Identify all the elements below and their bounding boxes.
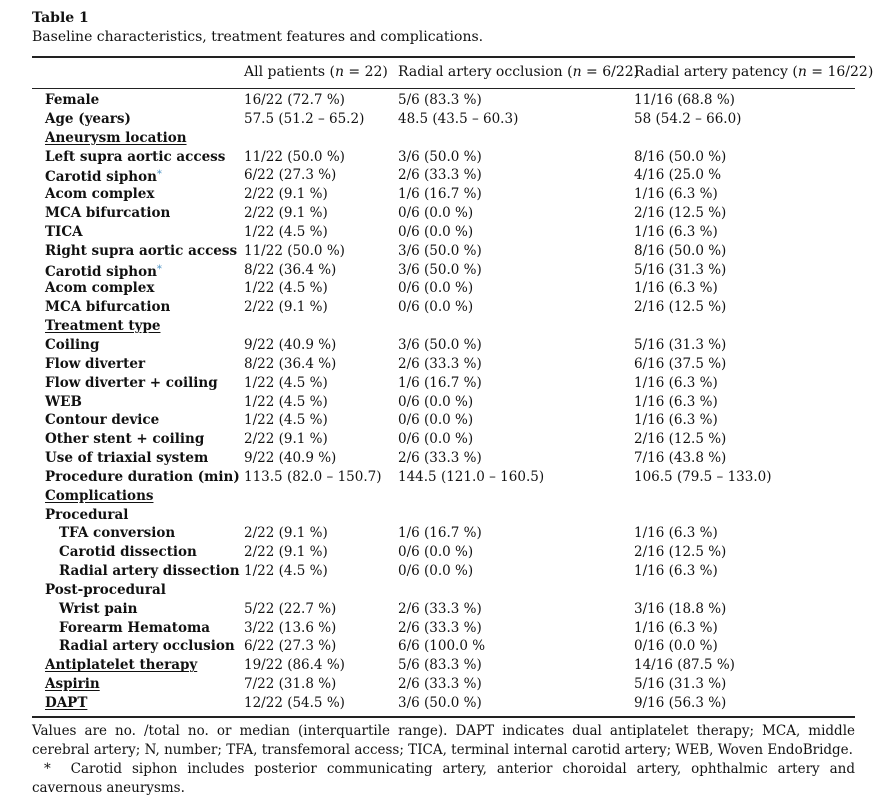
cell-col-3: 106.5 (79.5 – 133.0) [634, 468, 772, 485]
table-row [0, 336, 885, 355]
table-title: Table 1 [32, 10, 89, 26]
row-label: Coiling [45, 336, 100, 353]
table-row [0, 694, 885, 713]
cell-col-2: 2/6 (33.3 %) [398, 355, 482, 372]
row-label: Left supra aortic access [45, 148, 226, 165]
cell-col-3: 4/16 (25.0 % [634, 167, 722, 184]
table-row [0, 185, 885, 204]
cell-col-2: 1/6 (16.7 %) [398, 525, 482, 542]
cell-col-1: 9/22 (40.9 %) [244, 450, 337, 467]
cell-col-1: 6/22 (27.3 %) [244, 167, 337, 184]
cell-col-3: 1/16 (6.3 %) [634, 412, 718, 429]
top-rule [32, 56, 855, 58]
cell-col-3: 1/16 (6.3 %) [634, 186, 718, 203]
row-label: Carotid siphon* [45, 263, 162, 280]
table-row [0, 524, 885, 543]
cell-col-3: 8/16 (50.0 %) [634, 148, 727, 165]
header-radial-occlusion: Radial artery occlusion (n = 6/22) [398, 64, 640, 80]
cell-col-1: 11/22 (50.0 %) [244, 148, 345, 165]
cell-col-3: 5/16 (31.3 %) [634, 261, 727, 278]
table-row [0, 619, 885, 638]
bottom-rule [32, 716, 855, 718]
cell-col-1: 57.5 (51.2 – 65.2) [244, 110, 365, 127]
cell-col-1: 1/22 (4.5 %) [244, 280, 328, 297]
row-label: Acom complex [45, 186, 155, 203]
row-label: Procedural [45, 506, 129, 523]
cell-col-1: 12/22 (54.5 %) [244, 695, 345, 711]
cell-col-2: 48.5 (43.5 – 60.3) [398, 110, 519, 127]
table-row [0, 129, 885, 148]
cell-col-2: 144.5 (121.0 – 160.5) [398, 468, 545, 485]
row-label: Age (years) [45, 110, 131, 127]
cell-col-1: 5/22 (22.7 %) [244, 600, 337, 617]
cell-col-1: 6/22 (27.3 %) [244, 638, 337, 655]
table-notes [32, 722, 855, 798]
cell-col-2: 0/6 (0.0 %) [398, 412, 474, 429]
cell-col-2: 3/6 (50.0 %) [398, 148, 482, 165]
cell-col-2: 0/6 (0.0 %) [398, 431, 474, 448]
cell-col-1: 1/22 (4.5 %) [244, 563, 328, 580]
row-label: Carotid siphon* [45, 169, 162, 186]
table-row [0, 675, 885, 694]
row-label: Aneurysm location [45, 129, 187, 146]
cell-col-2: 2/6 (33.3 %) [398, 676, 482, 693]
cell-col-3: 1/16 (6.3 %) [634, 280, 718, 297]
table-row [0, 242, 885, 261]
cell-col-1: 1/22 (4.5 %) [244, 223, 328, 240]
cell-col-1: 113.5 (82.0 – 150.7) [244, 468, 382, 485]
row-label: TFA conversion [59, 525, 176, 542]
row-label: Post-procedural [45, 581, 166, 598]
table-row [0, 411, 885, 430]
table-body [0, 91, 885, 713]
cell-col-3: 11/16 (68.8 %) [634, 92, 735, 108]
cell-col-1: 3/22 (13.6 %) [244, 619, 337, 636]
row-label: Contour device [45, 412, 160, 429]
table-row [0, 468, 885, 487]
row-label: Forearm Hematoma [59, 619, 211, 636]
cell-col-2: 0/6 (0.0 %) [398, 280, 474, 297]
cell-col-1: 2/22 (9.1 %) [244, 431, 328, 448]
cell-col-2: 0/6 (0.0 %) [398, 205, 474, 222]
table-row [0, 600, 885, 619]
cell-col-3: 14/16 (87.5 %) [634, 657, 735, 674]
row-label: Radial artery dissection [59, 563, 240, 580]
cell-col-3: 5/16 (31.3 %) [634, 676, 727, 693]
cell-col-3: 2/16 (12.5 %) [634, 544, 727, 561]
cell-col-3: 1/16 (6.3 %) [634, 223, 718, 240]
cell-col-2: 5/6 (83.3 %) [398, 92, 482, 108]
cell-col-2: 3/6 (50.0 %) [398, 261, 482, 278]
table-row [0, 355, 885, 374]
cell-col-3: 2/16 (12.5 %) [634, 205, 727, 222]
table-row [0, 317, 885, 336]
cell-col-1: 2/22 (9.1 %) [244, 544, 328, 561]
cell-col-1: 16/22 (72.7 %) [244, 92, 345, 108]
footnote-mark: * [156, 169, 162, 181]
cell-col-3: 6/16 (37.5 %) [634, 355, 727, 372]
cell-col-3: 3/16 (18.8 %) [634, 600, 727, 617]
cell-col-3: 1/16 (6.3 %) [634, 393, 718, 410]
cell-col-2: 2/6 (33.3 %) [398, 450, 482, 467]
cell-col-1: 9/22 (40.9 %) [244, 336, 337, 353]
table-row [0, 637, 885, 656]
table-caption [32, 9, 483, 47]
cell-col-3: 5/16 (31.3 %) [634, 336, 727, 353]
table-row [0, 430, 885, 449]
table-row [0, 449, 885, 468]
table-row [0, 166, 885, 185]
row-label: Carotid dissection [59, 544, 197, 561]
table-row [0, 204, 885, 223]
row-label: MCA bifurcation [45, 205, 171, 222]
row-label: Aspirin [45, 676, 100, 693]
cell-col-3: 1/16 (6.3 %) [634, 374, 718, 391]
cell-col-2: 5/6 (83.3 %) [398, 657, 482, 674]
table-row [0, 223, 885, 242]
cell-col-2: 0/6 (0.0 %) [398, 223, 474, 240]
cell-col-2: 0/6 (0.0 %) [398, 563, 474, 580]
row-label: DAPT [45, 695, 88, 711]
footnote-mark: * [44, 761, 51, 777]
cell-col-3: 8/16 (50.0 %) [634, 242, 727, 259]
cell-col-3: 9/16 (56.3 %) [634, 695, 727, 711]
cell-col-1: 1/22 (4.5 %) [244, 393, 328, 410]
row-label: Flow diverter [45, 355, 146, 372]
row-label: Wrist pain [59, 600, 138, 617]
table-row [0, 91, 885, 110]
table-row [0, 393, 885, 412]
row-label: Treatment type [45, 318, 161, 335]
table-row [0, 487, 885, 506]
row-label: Use of triaxial system [45, 450, 209, 467]
cell-col-1: 2/22 (9.1 %) [244, 205, 328, 222]
header-rule [32, 88, 855, 89]
cell-col-3: 2/16 (12.5 %) [634, 299, 727, 316]
row-label: Complications [45, 487, 154, 504]
row-label: Antiplatelet therapy [45, 657, 198, 674]
cell-col-3: 1/16 (6.3 %) [634, 563, 718, 580]
cell-col-1: 19/22 (86.4 %) [244, 657, 345, 674]
cell-col-3: 0/16 (0.0 %) [634, 638, 718, 655]
header-all-patients: All patients (n = 22) [244, 64, 388, 80]
row-label: Procedure duration (min) [45, 468, 240, 485]
cell-col-2: 0/6 (0.0 %) [398, 299, 474, 316]
row-label: TICA [45, 223, 83, 240]
cell-col-1: 2/22 (9.1 %) [244, 299, 328, 316]
cell-col-2: 1/6 (16.7 %) [398, 374, 482, 391]
cell-col-3: 1/16 (6.3 %) [634, 525, 718, 542]
row-label: MCA bifurcation [45, 299, 171, 316]
cell-col-1: 8/22 (36.4 %) [244, 261, 337, 278]
cell-col-1: 11/22 (50.0 %) [244, 242, 345, 259]
table-row [0, 543, 885, 562]
cell-col-3: 7/16 (43.8 %) [634, 450, 727, 467]
cell-col-2: 0/6 (0.0 %) [398, 393, 474, 410]
cell-col-1: 1/22 (4.5 %) [244, 374, 328, 391]
cell-col-1: 2/22 (9.1 %) [244, 525, 328, 542]
table-note: Values are no. /total no. or median (interquartile range). DAPT indicates dual antiplatelet therapy; MCA, middle cerebral artery; N, number; TFA, transfemoral access; TICA, terminal internal carotid artery; WEB, Woven EndoBridge. [32, 723, 855, 758]
table-row [0, 279, 885, 298]
table-row [0, 110, 885, 129]
cell-col-2: 3/6 (50.0 %) [398, 336, 482, 353]
row-label: Radial artery occlusion [59, 638, 235, 655]
row-label: Right supra aortic access [45, 242, 238, 259]
cell-col-2: 2/6 (33.3 %) [398, 619, 482, 636]
row-label: Female [45, 92, 100, 108]
cell-col-2: 6/6 (100.0 % [398, 638, 486, 655]
cell-col-1: 7/22 (31.8 %) [244, 676, 337, 693]
table-row [0, 148, 885, 167]
table-row [0, 298, 885, 317]
row-label: Acom complex [45, 280, 155, 297]
table-footnote [32, 760, 855, 798]
cell-col-2: 2/6 (33.3 %) [398, 600, 482, 617]
row-label: Other stent + coiling [45, 431, 205, 448]
cell-col-3: 2/16 (12.5 %) [634, 431, 727, 448]
table-subtitle: Baseline characteristics, treatment features and complications. [32, 29, 484, 45]
cell-col-3: 58 (54.2 – 66.0) [634, 110, 742, 127]
table-row [0, 506, 885, 525]
cell-col-1: 8/22 (36.4 %) [244, 355, 337, 372]
cell-col-2: 3/6 (50.0 %) [398, 242, 482, 259]
table-row [0, 374, 885, 393]
cell-col-2: 0/6 (0.0 %) [398, 544, 474, 561]
table-row [0, 656, 885, 675]
header-radial-patency: Radial artery patency (n = 16/22) [634, 64, 874, 80]
cell-col-1: 1/22 (4.5 %) [244, 412, 328, 429]
footnote-mark: * [156, 263, 162, 275]
row-label: Flow diverter + coiling [45, 374, 218, 391]
row-label: WEB [45, 393, 82, 410]
cell-col-2: 2/6 (33.3 %) [398, 167, 482, 184]
cell-col-1: 2/22 (9.1 %) [244, 186, 328, 203]
cell-col-2: 1/6 (16.7 %) [398, 186, 482, 203]
table-row [0, 562, 885, 581]
footnote-text: Carotid siphon includes posterior communicating artery, anterior choroidal artery, ophthalmic artery and cavernous aneurysms. [32, 761, 856, 796]
table-row [0, 581, 885, 600]
table-row [0, 261, 885, 280]
cell-col-3: 1/16 (6.3 %) [634, 619, 718, 636]
cell-col-2: 3/6 (50.0 %) [398, 695, 482, 711]
